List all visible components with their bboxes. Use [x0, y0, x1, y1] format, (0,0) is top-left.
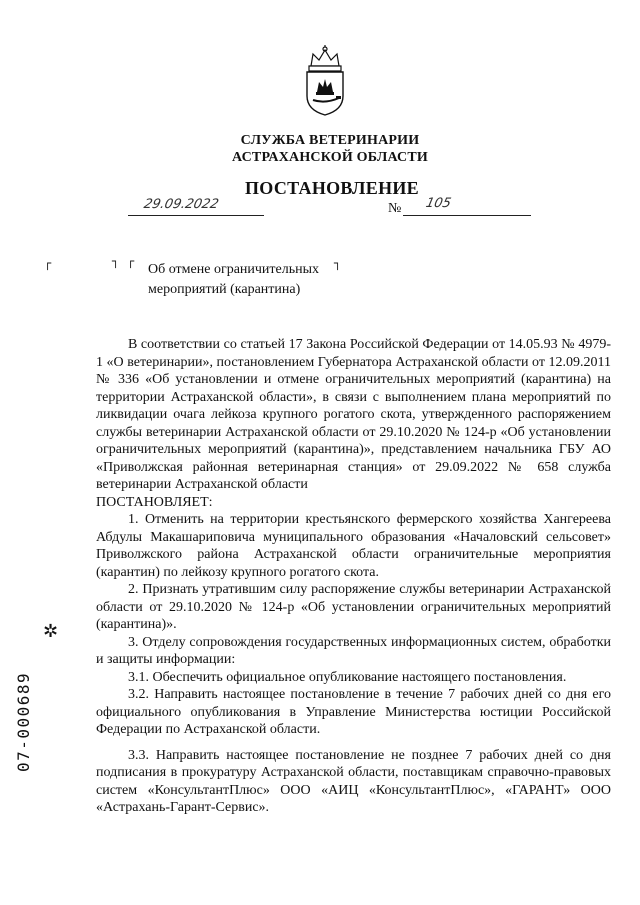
number-label: №: [388, 201, 402, 216]
item-3-1: 3.1. Обеспечить официальное опубликование настоящего постановления.: [128, 669, 567, 685]
handwritten-number: 105: [424, 196, 453, 211]
item-3: 3. Отделу сопровождения государственных информационных систем, обработки и защиты информации:: [96, 634, 611, 667]
organization-name-line1: СЛУЖБА ВЕТЕРИНАРИИ: [240, 133, 420, 148]
corner-mark-left: ┌: [44, 256, 52, 270]
corner-mark-subject-right: ┐: [112, 254, 120, 268]
subject-line1: Об отмене ограничительных: [148, 262, 320, 277]
item-3-3: 3.3. Направить настоящее постановление не позднее 7 рабочих дней со дня подписания в прокуратуру Астраханской области, поставщикам справочно-правовых систем «КонсультантПлюс» ООО «АИЦ «КонсультантПлюс», «ГАРАНТ» ООО «Астрахань-Гарант-Сервис».: [96, 747, 611, 815]
handwritten-date: 29.09.2022: [142, 197, 221, 212]
number-underline: [403, 203, 531, 216]
item-3-2: 3.2. Направить настоящее постановление в течение 7 рабочих дней со дня его официального опубликования в Управление Министерства юстиции Российской Федерации по Астраханской области.: [96, 687, 611, 737]
item-1: 1. Отменить на территории крестьянского фермерского хозяйства Хангереева Абдулы Макашариповича муниципального образования «Началовский сельсовет» Приволжского района Астраханской области ограничительные мероприятия (карантин) по лейкозу крупного рогатого скота.: [96, 512, 611, 580]
document-body: [96, 336, 611, 817]
subject-line2: мероприятий (карантина): [148, 282, 301, 297]
registration-number: 07-000689: [14, 671, 33, 772]
organization-name-line2: АСТРАХАНСКОЙ ОБЛАСТИ: [231, 150, 428, 165]
item-2: 2. Признать утратившим силу распоряжение службы ветеринарии Астраханской области от 29.10.2020 № 124-р «Об установлении ограничительных мероприятий (карантина)».: [96, 582, 611, 632]
margin-mark-icon: ✲: [43, 621, 59, 641]
decree-word: ПОСТАНОВЛЯЕТ:: [96, 494, 213, 510]
corner-mark-subject-end: ┐: [334, 256, 342, 270]
preamble-paragraph: В соответствии со статьей 17 Закона Российской Федерации от 14.05.93 № 4979-1 «О ветеринарии», постановлением Губернатора Астраханской области от 12.09.2011 № 336 «Об установлении и отмене ограничительных мероприятий (карантина) на территории Астраханской области», в связи с выполнением плана мероприятий по ликвидации очага лейкоза крупного рогатого скота, утвержденного распоряжением службы ветеринарии Астраханской области от 29.10.2020 № 124-р «Об установлении ограничительных мероприятий (карантина)», представлением начальника ГБУ АО «Приволжская районная ветеринарная станция» от 29.09.2022 № 658 служба ветеринарии Астраханской области: [96, 337, 611, 492]
corner-mark-subject-left: ┌: [127, 254, 135, 268]
coat-of-arms-icon: [297, 44, 353, 116]
document-title: ПОСТАНОВЛЕНИЕ: [245, 178, 419, 198]
document-subject: [148, 260, 319, 300]
